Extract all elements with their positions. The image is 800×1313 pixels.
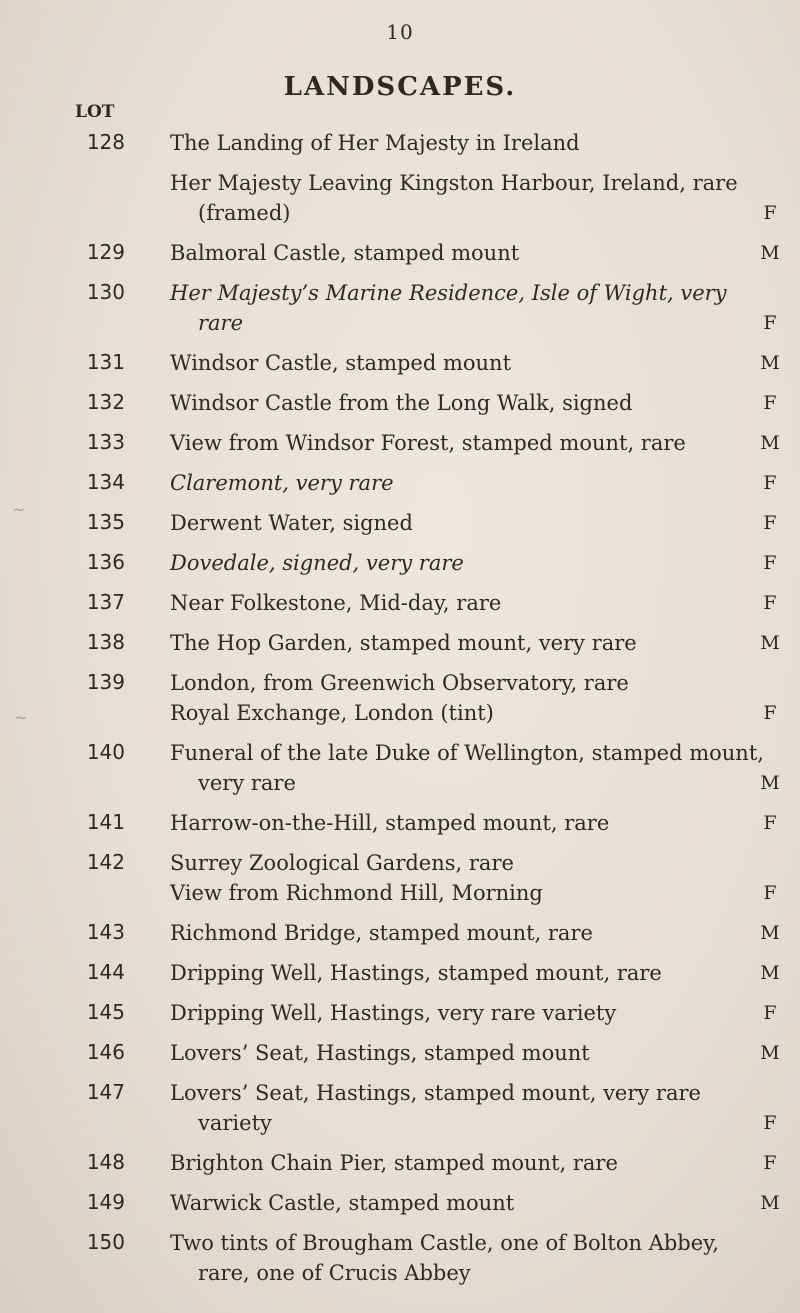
lot-description: Dripping Well, Hastings, stamped mount, rare	[170, 961, 662, 985]
lot-description: Windsor Castle from the Long Walk, signed	[170, 391, 633, 415]
lot-description: View from Richmond Hill, Morning	[170, 881, 543, 905]
mount-mark: M	[760, 632, 780, 654]
lot-number: 135	[86, 510, 125, 534]
lot-description: Surrey Zoological Gardens, rare	[170, 851, 514, 875]
lot-number: 144	[86, 960, 125, 984]
lot-number: 138	[86, 630, 125, 654]
page-number: 10	[386, 20, 414, 44]
lot-description: London, from Greenwich Observatory, rare	[170, 671, 629, 695]
lot-number: 147	[86, 1080, 125, 1104]
mount-mark: F	[763, 392, 777, 414]
mount-mark: F	[763, 812, 777, 834]
mount-mark: F	[763, 202, 777, 224]
lot-description: Two tints of Brougham Castle, one of Bolton Abbey,	[170, 1231, 719, 1255]
lot-number: 148	[86, 1150, 125, 1174]
lot-number: 150	[86, 1230, 125, 1254]
mount-mark: F	[763, 512, 777, 534]
lot-description: Lovers’ Seat, Hastings, stamped mount	[170, 1041, 590, 1065]
lot-number: 134	[86, 470, 125, 494]
mount-mark: F	[763, 1152, 777, 1174]
lot-description: very rare	[198, 771, 296, 795]
lot-description: Windsor Castle, stamped mount	[170, 351, 512, 375]
lot-number: 141	[86, 810, 125, 834]
lot-number: 139	[86, 670, 125, 694]
lot-description: Claremont, very rare	[170, 471, 394, 495]
mount-mark: F	[763, 472, 777, 494]
lot-number: 143	[86, 920, 125, 944]
lot-number: 130	[86, 280, 125, 304]
lot-description: The Landing of Her Majesty in Ireland	[170, 131, 580, 155]
mount-mark: F	[763, 1112, 777, 1134]
mount-mark: M	[760, 922, 780, 944]
lot-number: 142	[86, 850, 125, 874]
lot-number: 131	[86, 350, 125, 374]
lot-description: Warwick Castle, stamped mount	[170, 1191, 515, 1215]
mount-mark: F	[763, 592, 777, 614]
mount-mark: M	[760, 1042, 780, 1064]
lot-number: 149	[86, 1190, 125, 1214]
lot-description: Brighton Chain Pier, stamped mount, rare	[170, 1151, 618, 1175]
lot-number: 136	[86, 550, 125, 574]
lot-description: Her Majesty Leaving Kingston Harbour, Ireland, rare	[170, 171, 738, 195]
lot-number: 129	[86, 240, 125, 264]
lot-description: rare	[198, 311, 244, 335]
mount-mark: M	[760, 1192, 780, 1214]
lot-description: Near Folkestone, Mid-day, rare	[170, 591, 502, 615]
mount-mark: M	[760, 352, 780, 374]
pencil-annotation: ~	[12, 500, 26, 519]
lot-description: Lovers’ Seat, Hastings, stamped mount, very rare	[170, 1081, 701, 1105]
lot-description: rare, one of Crucis Abbey	[198, 1261, 471, 1285]
lot-column-header: LOT	[75, 102, 115, 122]
mount-mark: F	[763, 552, 777, 574]
mount-mark: F	[763, 1002, 777, 1024]
mount-mark: M	[760, 772, 780, 794]
lot-description: Balmoral Castle, stamped mount	[170, 241, 520, 265]
mount-mark: F	[763, 312, 777, 334]
mount-mark: M	[760, 962, 780, 984]
lot-description: View from Windsor Forest, stamped mount, rare	[170, 431, 686, 455]
lot-number: 145	[86, 1000, 125, 1024]
lot-description: Dripping Well, Hastings, very rare variety	[170, 1001, 617, 1025]
lot-description: Harrow-on-the-Hill, stamped mount, rare	[170, 811, 610, 835]
mount-mark: F	[763, 702, 777, 724]
section-title: LANDSCAPES.	[283, 72, 517, 102]
lot-number: 132	[86, 390, 125, 414]
mount-mark: F	[763, 882, 777, 904]
pencil-annotation: ~	[14, 708, 28, 727]
lot-description: Her Majesty’s Marine Residence, Isle of Wight, very	[170, 281, 727, 305]
lot-description: Royal Exchange, London (tint)	[170, 701, 494, 725]
mount-mark: M	[760, 242, 780, 264]
lot-description: Richmond Bridge, stamped mount, rare	[170, 921, 593, 945]
lot-description: Derwent Water, signed	[170, 511, 413, 535]
lot-number: 146	[86, 1040, 125, 1064]
lot-number: 140	[86, 740, 125, 764]
lot-description: Dovedale, signed, very rare	[170, 551, 464, 575]
lot-description: variety	[198, 1111, 272, 1135]
lot-number: 133	[86, 430, 125, 454]
lot-number: 137	[86, 590, 125, 614]
mount-mark: M	[760, 432, 780, 454]
lot-number: 128	[86, 130, 125, 154]
lot-description: (framed)	[198, 201, 291, 225]
lot-description: The Hop Garden, stamped mount, very rare	[170, 631, 637, 655]
lot-description: Funeral of the late Duke of Wellington, stamped mount,	[170, 741, 764, 765]
